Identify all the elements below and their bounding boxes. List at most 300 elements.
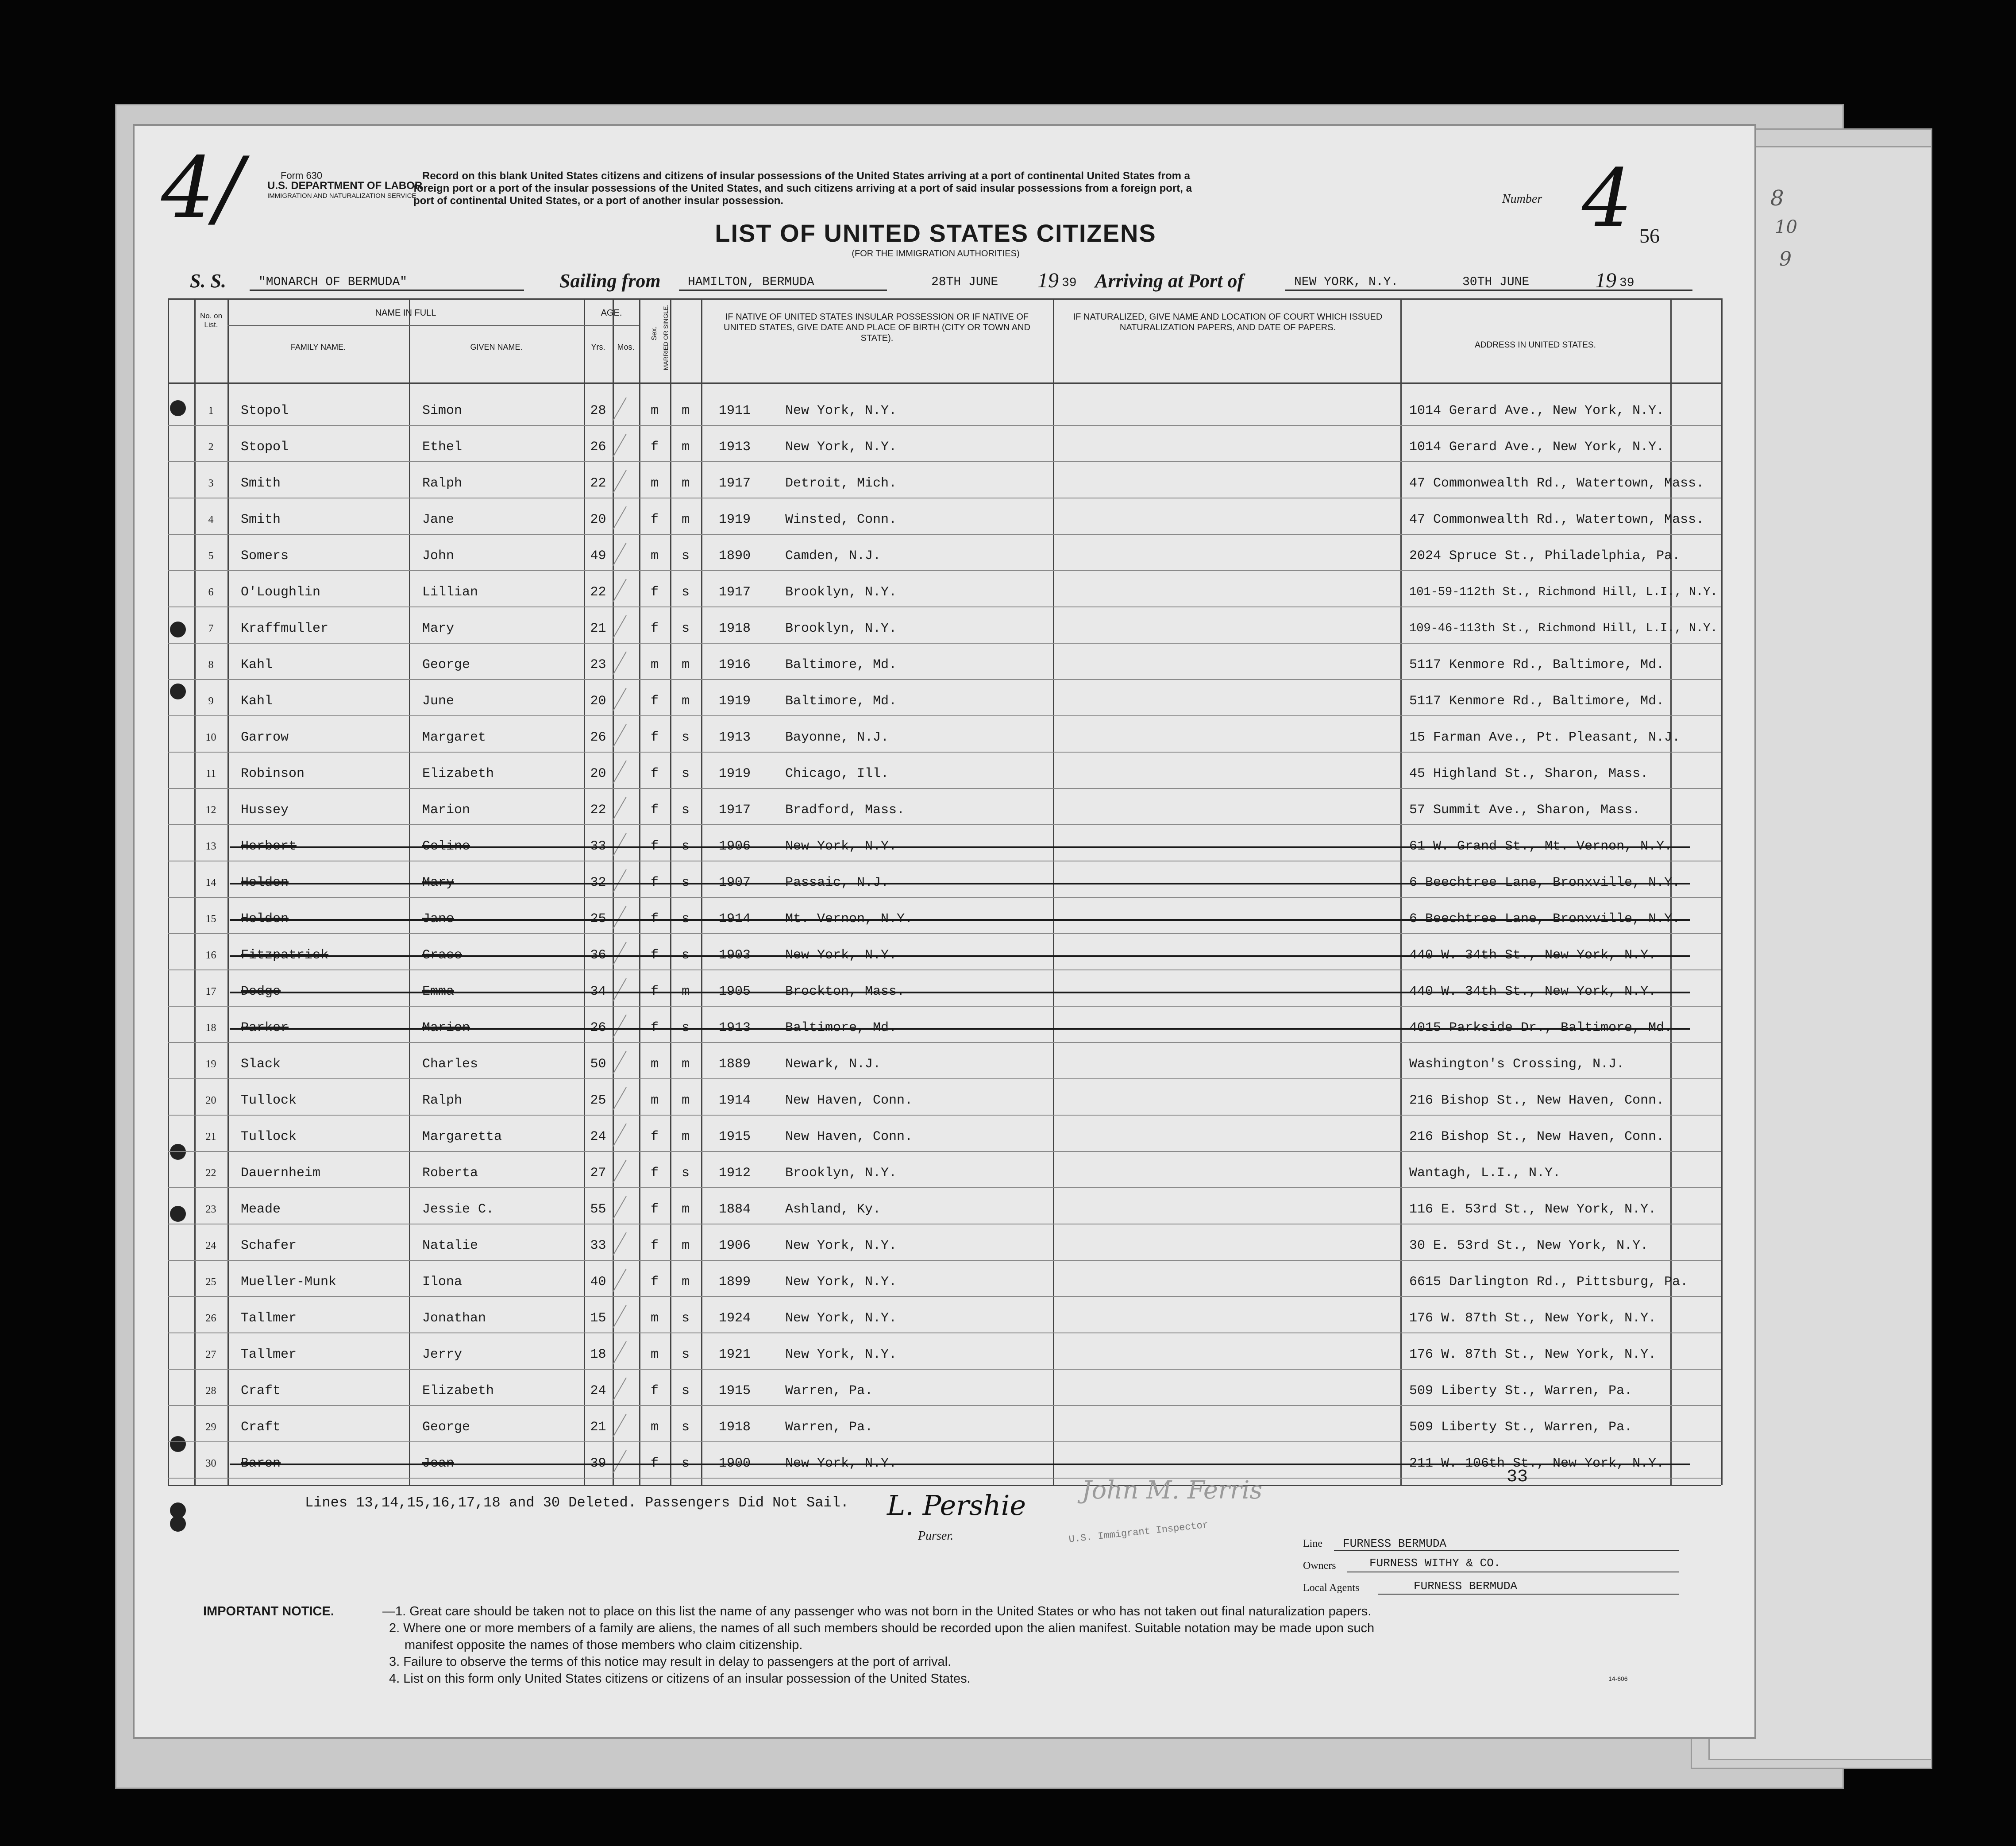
number-value: 4: [1582, 152, 1633, 245]
row-number: 22: [205, 1167, 216, 1179]
family-name: Fitzpatrick: [241, 948, 329, 963]
birth-year: 1907: [719, 875, 751, 890]
margin-note-3: 9: [1779, 248, 1792, 270]
marital-status: m: [681, 1274, 690, 1290]
family-name: Meade: [241, 1202, 281, 1217]
marital-status: s: [681, 621, 690, 636]
page-subtitle: (FOR THE IMMIGRATION AUTHORITIES): [852, 249, 1020, 259]
marital-status: m: [681, 1202, 690, 1217]
age-years: 27: [590, 1166, 606, 1181]
age-years: 21: [590, 1420, 606, 1435]
address: 216 Bishop St., New Haven, Conn.: [1409, 1093, 1665, 1108]
row-number: 12: [205, 804, 216, 816]
age-years: 22: [590, 585, 606, 600]
given-name: Marion: [422, 803, 470, 818]
sheet-page-number: 56: [1639, 224, 1660, 247]
birth-year: 1915: [719, 1129, 751, 1144]
notice-2-cont: manifest opposite the names of those members who claim citizenship.: [405, 1638, 803, 1652]
ditto-mark: [613, 1196, 627, 1220]
given-name: John: [422, 548, 455, 564]
row-number: 9: [208, 695, 214, 707]
notice-title: IMPORTANT NOTICE.: [203, 1604, 334, 1618]
given-name: Margaretta: [422, 1129, 502, 1144]
ditto-mark: [613, 1414, 627, 1437]
sailing-label: Sailing from: [559, 270, 661, 292]
notice-1: —1. Great care should be taken not to place on this list the name of any passenger who was not born in the United States or who has not taken out final naturalization papers.: [382, 1604, 1372, 1618]
age-years: 26: [590, 730, 606, 745]
given-name: June: [422, 694, 455, 709]
notice-3: 3. Failure to observe the terms of this notice may result in delay to passengers at the port of arrival.: [389, 1655, 952, 1669]
ditto-mark: [613, 1087, 627, 1111]
sex: f: [650, 766, 659, 781]
birth-year: 1918: [719, 621, 751, 636]
row-number: 14: [205, 877, 216, 888]
birth-year: 1903: [719, 948, 751, 963]
given-name: Jerry: [422, 1347, 463, 1362]
family-name: Baron: [241, 1456, 281, 1471]
given-name: Marion: [422, 1020, 470, 1035]
sex: f: [650, 730, 659, 745]
birth-year: 1917: [719, 803, 751, 818]
family-name: Tallmer: [241, 1311, 297, 1326]
header-age: AGE.: [601, 308, 622, 318]
row-number: 26: [205, 1313, 216, 1324]
birth-place: New York, N.Y.: [785, 1347, 897, 1362]
header-no-on-list: No. on List.: [200, 312, 223, 329]
sex: f: [650, 984, 659, 999]
marital-status: s: [681, 1166, 690, 1181]
ditto-mark: [613, 797, 627, 820]
birth-year: 1889: [719, 1057, 751, 1072]
family-name: Tullock: [241, 1129, 297, 1144]
row-number: 18: [205, 1022, 216, 1034]
marital-status: s: [681, 766, 690, 781]
address: Wantagh, L.I., N.Y.: [1409, 1166, 1561, 1181]
birth-year: 1918: [719, 1420, 751, 1435]
ditto-mark: [613, 906, 627, 929]
sex: f: [650, 440, 659, 455]
address: 2024 Spruce St., Philadelphia, Pa.: [1409, 548, 1681, 564]
ditto-mark: [613, 1450, 627, 1474]
birth-year: 1884: [719, 1202, 751, 1217]
given-name: Natalie: [422, 1238, 478, 1253]
sex: f: [650, 803, 659, 818]
address: 211 W. 106th St., New York, N.Y.: [1409, 1456, 1665, 1471]
family-name: Herbert: [241, 839, 297, 854]
birth-place: Chicago, Ill.: [785, 766, 889, 781]
age-years: 20: [590, 766, 606, 781]
marital-status: m: [681, 1057, 690, 1072]
owners-value: FURNESS WITHY & CO.: [1369, 1556, 1501, 1570]
age-years: 34: [590, 984, 606, 999]
family-name: Smith: [241, 476, 281, 491]
given-name: Charles: [422, 1057, 478, 1072]
birth-year: 1890: [719, 548, 751, 564]
given-name: Simon: [422, 403, 463, 418]
birth-place: New York, N.Y.: [785, 948, 897, 963]
ditto-mark: [613, 652, 627, 675]
address: 47 Commonwealth Rd., Watertown, Mass.: [1409, 512, 1704, 527]
punch-hole: [170, 1516, 186, 1532]
inspector-label: U.S. Immigrant Inspector: [1068, 1519, 1209, 1545]
family-name: Holden: [241, 911, 289, 927]
punch-hole: [170, 400, 186, 416]
marital-status: m: [681, 476, 690, 491]
birth-place: Brooklyn, N.Y.: [785, 621, 897, 636]
instruction-line: port of continental United States, or a port of another insular possession.: [413, 195, 784, 207]
sex: f: [650, 1020, 659, 1035]
birth-place: Baltimore, Md.: [785, 1020, 897, 1035]
marital-status: m: [681, 1093, 690, 1108]
sex: m: [650, 1347, 659, 1362]
address: 216 Bishop St., New Haven, Conn.: [1409, 1129, 1665, 1144]
age-years: 39: [590, 1456, 606, 1471]
family-name: Kahl: [241, 694, 273, 709]
family-name: Hussey: [241, 803, 289, 818]
birth-year: 1919: [719, 512, 751, 527]
line-value: FURNESS BERMUDA: [1343, 1537, 1447, 1550]
arrive-date: 30TH JUNE: [1462, 275, 1530, 289]
birth-place: Detroit, Mich.: [785, 476, 897, 491]
from-port: HAMILTON, BERMUDA: [688, 275, 814, 289]
address: 5117 Kenmore Rd., Baltimore, Md.: [1409, 694, 1665, 709]
sex: m: [650, 476, 659, 491]
given-name: Emma: [422, 984, 455, 999]
owners-label: Owners: [1303, 1560, 1336, 1572]
birth-year: 1914: [719, 1093, 751, 1108]
header-married-single: MARRIED OR SINGLE.: [662, 304, 669, 371]
deletion-strike: [230, 992, 1690, 993]
ditto-mark: [613, 398, 627, 421]
age-years: 23: [590, 657, 606, 672]
birth-place: Camden, N.J.: [785, 548, 881, 564]
arriving-label: Arriving at Port of: [1095, 270, 1244, 292]
birth-year: 1921: [719, 1347, 751, 1362]
address: 176 W. 87th St., New York, N.Y.: [1409, 1311, 1657, 1326]
given-name: George: [422, 657, 470, 672]
sex: f: [650, 911, 659, 927]
sail-year-prefix: 19: [1037, 269, 1059, 292]
birth-year: 1911: [719, 403, 751, 418]
header-birth: IF NATIVE OF UNITED STATES INSULAR POSSESSION OR IF NATIVE OF UNITED STATES, GIVE DATE AND PLACE OF BIRTH (CITY OR TOWN AND STATE).: [723, 312, 1031, 343]
deletion-strike: [230, 883, 1690, 884]
address: Washington's Crossing, N.J.: [1409, 1057, 1625, 1072]
agents-value: FURNESS BERMUDA: [1414, 1580, 1518, 1593]
family-name: Somers: [241, 548, 289, 564]
family-name: Smith: [241, 512, 281, 527]
birth-year: 1914: [719, 911, 751, 927]
inspector-signature: John M. Ferris: [1082, 1476, 1263, 1505]
sex: f: [650, 1202, 659, 1217]
given-name: Ralph: [422, 1093, 463, 1108]
age-years: 28: [590, 403, 606, 418]
age-years: 24: [590, 1129, 606, 1144]
given-name: George: [422, 1420, 470, 1435]
row-number: 4: [208, 514, 214, 525]
sex: f: [650, 875, 659, 890]
row-number: 21: [205, 1131, 216, 1143]
birth-year: 1919: [719, 694, 751, 709]
ss-label: S. S.: [190, 270, 226, 292]
given-name: Lillian: [422, 585, 478, 600]
address: 440 W. 34th St., New York, N.Y.: [1409, 984, 1657, 999]
birth-place: Newark, N.J.: [785, 1057, 881, 1072]
marital-status: s: [681, 1383, 690, 1398]
birth-place: Brooklyn, N.Y.: [785, 1166, 897, 1181]
header-address: ADDRESS IN UNITED STATES.: [1475, 340, 1596, 350]
ditto-mark: [613, 543, 627, 566]
passenger-count: 33: [1507, 1467, 1528, 1487]
birth-place: New York, N.Y.: [785, 1311, 897, 1326]
marital-status: s: [681, 803, 690, 818]
birth-place: Bradford, Mass.: [785, 803, 905, 818]
marital-status: m: [681, 1238, 690, 1253]
ditto-mark: [613, 869, 627, 893]
instruction-line: Record on this blank United States citizens and citizens of insular possessions of the United States arriving at a port of continental United States from a: [422, 170, 1190, 182]
sex: f: [650, 1274, 659, 1290]
family-name: Garrow: [241, 730, 289, 745]
deletion-strike: [230, 1464, 1690, 1465]
row-number: 5: [208, 550, 214, 562]
age-years: 25: [590, 1093, 606, 1108]
marital-status: s: [681, 730, 690, 745]
birth-place: New Haven, Conn.: [785, 1129, 913, 1144]
given-name: Ethel: [422, 440, 463, 455]
family-name: O'Loughlin: [241, 585, 321, 600]
address: 109-46-113th St., Richmond Hill, L.I., N.Y.: [1409, 622, 1718, 635]
birth-year: 1915: [719, 1383, 751, 1398]
given-name: Jonathan: [422, 1311, 486, 1326]
notice-4: 4. List on this form only United States citizens or citizens of an insular possession of the United States.: [389, 1672, 971, 1686]
family-name: Stopol: [241, 403, 289, 418]
birth-year: 1899: [719, 1274, 751, 1290]
given-name: Celine: [422, 839, 470, 854]
ditto-mark: [613, 1232, 627, 1256]
ditto-mark: [613, 1341, 627, 1365]
family-name: Mueller-Munk: [241, 1274, 337, 1290]
age-years: 26: [590, 1020, 606, 1035]
arrive-year: 39: [1619, 276, 1634, 290]
deletion-strike: [230, 1028, 1690, 1030]
marital-status: s: [681, 948, 690, 963]
age-years: 40: [590, 1274, 606, 1290]
sex: f: [650, 839, 659, 854]
margin-note-1: 8: [1770, 186, 1784, 211]
deleted-lines-note: Lines 13,14,15,16,17,18 and 30 Deleted. Passengers Did Not Sail.: [305, 1495, 849, 1511]
department: U.S. DEPARTMENT OF LABOR: [267, 180, 423, 192]
marital-status: s: [681, 839, 690, 854]
given-name: Jessie C.: [422, 1202, 494, 1217]
ship-name: "MONARCH OF BERMUDA": [258, 275, 408, 289]
row-number: 17: [205, 986, 216, 997]
margin-note-2: 10: [1775, 217, 1797, 237]
given-name: Mary: [422, 875, 455, 890]
birth-place: New York, N.Y.: [785, 403, 897, 418]
sex: m: [650, 403, 659, 418]
birth-place: Mt. Vernon, N.Y.: [785, 911, 913, 927]
age-years: 15: [590, 1311, 606, 1326]
age-years: 36: [590, 948, 606, 963]
number-label: Number: [1502, 192, 1542, 206]
row-number: 27: [205, 1349, 216, 1360]
ditto-mark: [613, 470, 627, 494]
birth-year: 1917: [719, 476, 751, 491]
birth-place: Ashland, Ky.: [785, 1202, 881, 1217]
marital-status: m: [681, 440, 690, 455]
given-name: Jane: [422, 512, 455, 527]
address: 6615 Darlington Rd., Pittsburg, Pa.: [1409, 1274, 1688, 1290]
family-name: Dauernheim: [241, 1166, 321, 1181]
ditto-mark: [613, 506, 627, 530]
address: 15 Farman Ave., Pt. Pleasant, N.J.: [1409, 730, 1681, 745]
birth-place: New York, N.Y.: [785, 839, 897, 854]
birth-year: 1912: [719, 1166, 751, 1181]
row-number: 24: [205, 1240, 216, 1251]
marital-status: s: [681, 585, 690, 600]
address: 176 W. 87th St., New York, N.Y.: [1409, 1347, 1657, 1362]
marital-status: s: [681, 548, 690, 564]
marital-status: s: [681, 875, 690, 890]
age-years: 18: [590, 1347, 606, 1362]
birth-year: 1917: [719, 585, 751, 600]
marital-status: s: [681, 1347, 690, 1362]
header-name-in-full: NAME IN FULL: [375, 308, 436, 318]
sex: f: [650, 1166, 659, 1181]
family-name: Craft: [241, 1420, 281, 1435]
line-label: Line: [1303, 1538, 1322, 1549]
sex: m: [650, 1093, 659, 1108]
given-name: Grace: [422, 948, 463, 963]
page-title: LIST OF UNITED STATES CITIZENS: [715, 219, 1156, 247]
marital-status: s: [681, 1420, 690, 1435]
header-given-name: GIVEN NAME.: [470, 343, 523, 351]
deletion-strike: [230, 846, 1690, 848]
sex: f: [650, 1456, 659, 1471]
form-number: Form 630: [281, 170, 323, 181]
header-naturalized: IF NATURALIZED, GIVE NAME AND LOCATION OF COURT WHICH ISSUED NATURALIZATION PAPERS, AND DATE OF PAPERS.: [1073, 312, 1383, 332]
punch-hole: [170, 1206, 186, 1222]
arrive-year-prefix: 19: [1595, 269, 1616, 292]
birth-year: 1924: [719, 1311, 751, 1326]
ditto-mark: [613, 724, 627, 748]
age-years: 25: [590, 911, 606, 927]
ditto-mark: [613, 761, 627, 784]
birth-year: 1900: [719, 1456, 751, 1471]
address: 6 Beechtree Lane, Bronxville, N.Y.: [1409, 875, 1681, 890]
given-name: Ralph: [422, 476, 463, 491]
family-name: Kahl: [241, 657, 273, 672]
birth-place: New York, N.Y.: [785, 1238, 897, 1253]
family-name: Kraffmuller: [241, 621, 329, 636]
birth-place: New York, N.Y.: [785, 1274, 897, 1290]
row-number: 8: [208, 659, 214, 671]
deletion-strike: [230, 955, 1690, 957]
header-mos: Mos.: [617, 343, 635, 351]
row-number: 20: [205, 1095, 216, 1106]
marital-status: m: [681, 694, 690, 709]
address: 30 E. 53rd St., New York, N.Y.: [1409, 1238, 1649, 1253]
corner-mark: 4/: [161, 139, 243, 237]
row-number: 3: [208, 478, 214, 489]
address: 47 Commonwealth Rd., Watertown, Mass.: [1409, 476, 1704, 491]
ditto-mark: [613, 1124, 627, 1147]
row-number: 13: [205, 841, 216, 852]
sex: f: [650, 621, 659, 636]
sex: f: [650, 1129, 659, 1144]
punch-hole: [170, 684, 186, 699]
ditto-mark: [613, 579, 627, 602]
row-number: 1: [208, 405, 214, 417]
birth-place: Bayonne, N.J.: [785, 730, 889, 745]
address: 61 W. Grand St., Mt. Vernon, N.Y.: [1409, 839, 1673, 854]
sex: f: [650, 694, 659, 709]
sail-date: 28TH JUNE: [931, 275, 998, 289]
given-name: Jean: [422, 1456, 455, 1471]
punch-hole: [170, 1144, 186, 1160]
birth-place: Baltimore, Md.: [785, 657, 897, 672]
given-name: Ilona: [422, 1274, 463, 1290]
sex: m: [650, 1057, 659, 1072]
birth-year: 1913: [719, 440, 751, 455]
sex: m: [650, 548, 659, 564]
service: IMMIGRATION AND NATURALIZATION SERVICE: [267, 192, 416, 200]
marital-status: m: [681, 984, 690, 999]
purser-signature: L. Pershie: [887, 1489, 1026, 1522]
age-years: 32: [590, 875, 606, 890]
row-number: 29: [205, 1421, 216, 1433]
age-years: 22: [590, 476, 606, 491]
given-name: Elizabeth: [422, 1383, 494, 1398]
form-code: 14-606: [1608, 1675, 1628, 1682]
age-years: 33: [590, 1238, 606, 1253]
age-years: 50: [590, 1057, 606, 1072]
birth-year: 1913: [719, 730, 751, 745]
age-years: 24: [590, 1383, 606, 1398]
marital-status: s: [681, 1311, 690, 1326]
birth-place: New York, N.Y.: [785, 440, 897, 455]
address: 1014 Gerard Ave., New York, N.Y.: [1409, 440, 1665, 455]
marital-status: m: [681, 657, 690, 672]
birth-year: 1916: [719, 657, 751, 672]
ditto-mark: [613, 615, 627, 639]
punch-hole: [170, 622, 186, 637]
address: 57 Summit Ave., Sharon, Mass.: [1409, 803, 1641, 818]
instruction-line: foreign port or a port of the insular possessions of the United States, and such citizens arriving at a port of said insular possessions from a foreign port, a: [413, 182, 1192, 194]
row-number: 7: [208, 623, 214, 634]
address: 1014 Gerard Ave., New York, N.Y.: [1409, 403, 1665, 418]
agents-label: Local Agents: [1303, 1582, 1360, 1594]
address: 101-59-112th St., Richmond Hill, L.I., N.Y.: [1409, 586, 1718, 599]
sex: m: [650, 657, 659, 672]
birth-year: 1905: [719, 984, 751, 999]
to-port: NEW YORK, N.Y.: [1294, 275, 1399, 289]
row-number: 19: [205, 1058, 216, 1070]
birth-place: New York, N.Y.: [785, 1456, 897, 1471]
given-name: Mary: [422, 621, 455, 636]
sex: f: [650, 1383, 659, 1398]
given-name: Roberta: [422, 1166, 478, 1181]
family-name: Robinson: [241, 766, 305, 781]
given-name: Margaret: [422, 730, 486, 745]
birth-year: 1913: [719, 1020, 751, 1035]
family-name: Tallmer: [241, 1347, 297, 1362]
punch-hole: [170, 1436, 186, 1452]
address: 4015 Parkside Dr., Baltimore, Md.: [1409, 1020, 1673, 1035]
ditto-mark: [613, 1051, 627, 1074]
sex: f: [650, 512, 659, 527]
row-number: 25: [205, 1276, 216, 1288]
row-number: 11: [205, 768, 216, 780]
